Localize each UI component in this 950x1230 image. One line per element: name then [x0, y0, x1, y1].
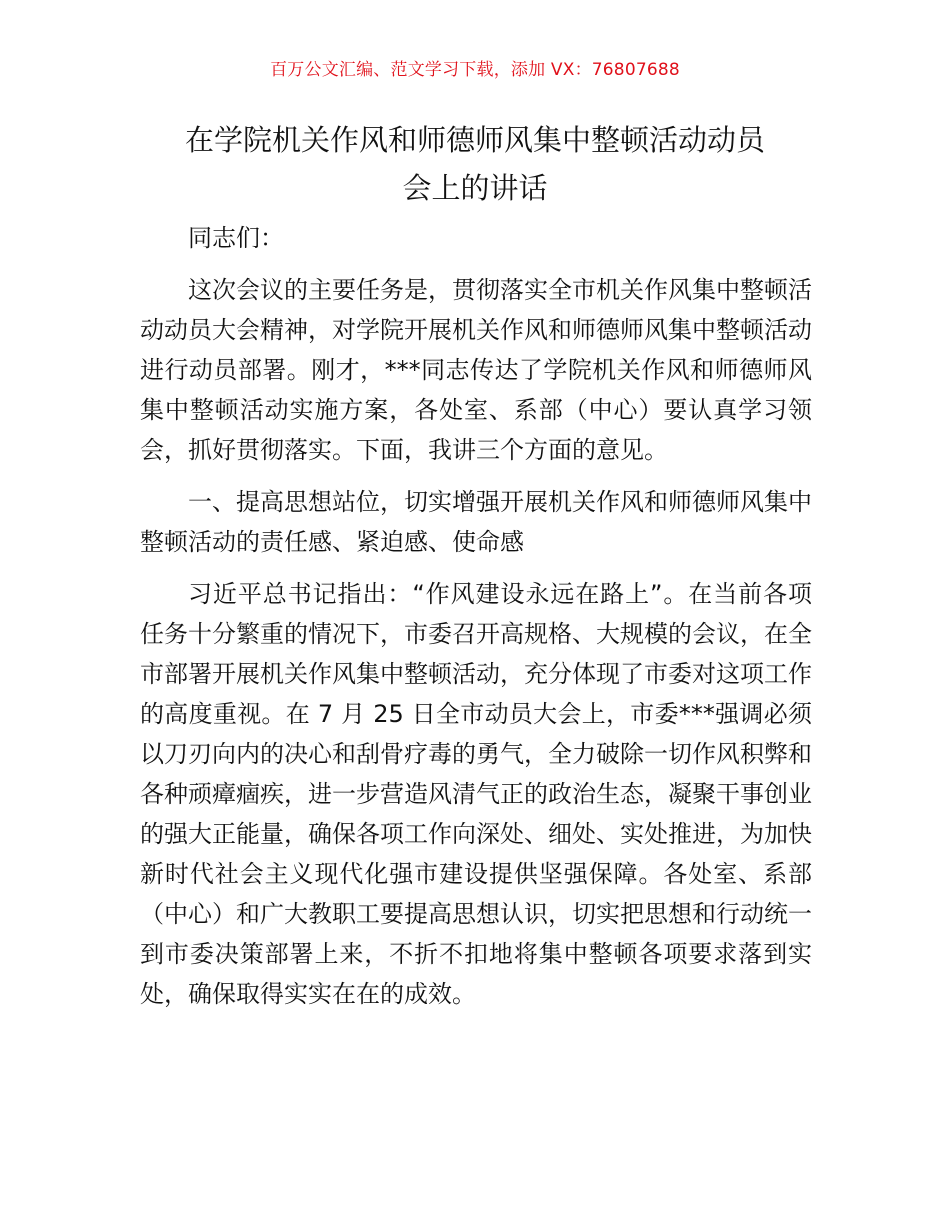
title-line-1: 在学院机关作风和师德师风集中整顿活动动员: [184, 123, 765, 157]
section-heading-1: 一、提高思想站位，切实增强开展机关作风和师德师风集中整顿活动的责任感、紧迫感、使命感: [140, 488, 812, 556]
paragraph-section-1: 习近平总书记指出：“作风建设永远在路上”。在当前各项任务十分繁重的情况下，市委召开高规格、大规模的会议，在全市部署开展机关作风集中整顿活动，充分体现了市委对这项工作的高度重视。在 7 月 25 日全市动员大会上，市委***强调必须以刀刃向内的决心和刮骨疗毒的勇气，全力破除一切作风积弊和各种顽瘴痼疾，进一步营造风清气正的政治生态，凝聚干事创业的强大正能量，确保各项工作向深处、细处、实处推进，为加快新时代社会主义现代化强市建设提供坚强保障。各处室、系部（中心）和广大教职工要提高思想认识，切实把思想和行动统一到市委决策部署上来，不折不扣地将集中整顿各项要求落到实处，确保取得实实在在的成效。: [140, 580, 812, 1008]
title-line-2: 会上的讲话: [402, 171, 548, 205]
greeting: 同志们：: [188, 224, 284, 252]
document-body: [140, 218, 812, 1026]
document-title: [140, 116, 810, 212]
paragraph-intro: 这次会议的主要任务是，贯彻落实全市机关作风集中整顿活动动员大会精神，对学院开展机关作风和师德师风集中整顿活动进行动员部署。刚才，***同志传达了学院机关作风和师德师风集中整顿活动实施方案，各处室、系部（中心）要认真学习领会，抓好贯彻落实。下面，我讲三个方面的意见。: [140, 276, 812, 464]
header-banner: 百万公文汇编、范文学习下载，添加 VX：76807688: [270, 60, 680, 80]
